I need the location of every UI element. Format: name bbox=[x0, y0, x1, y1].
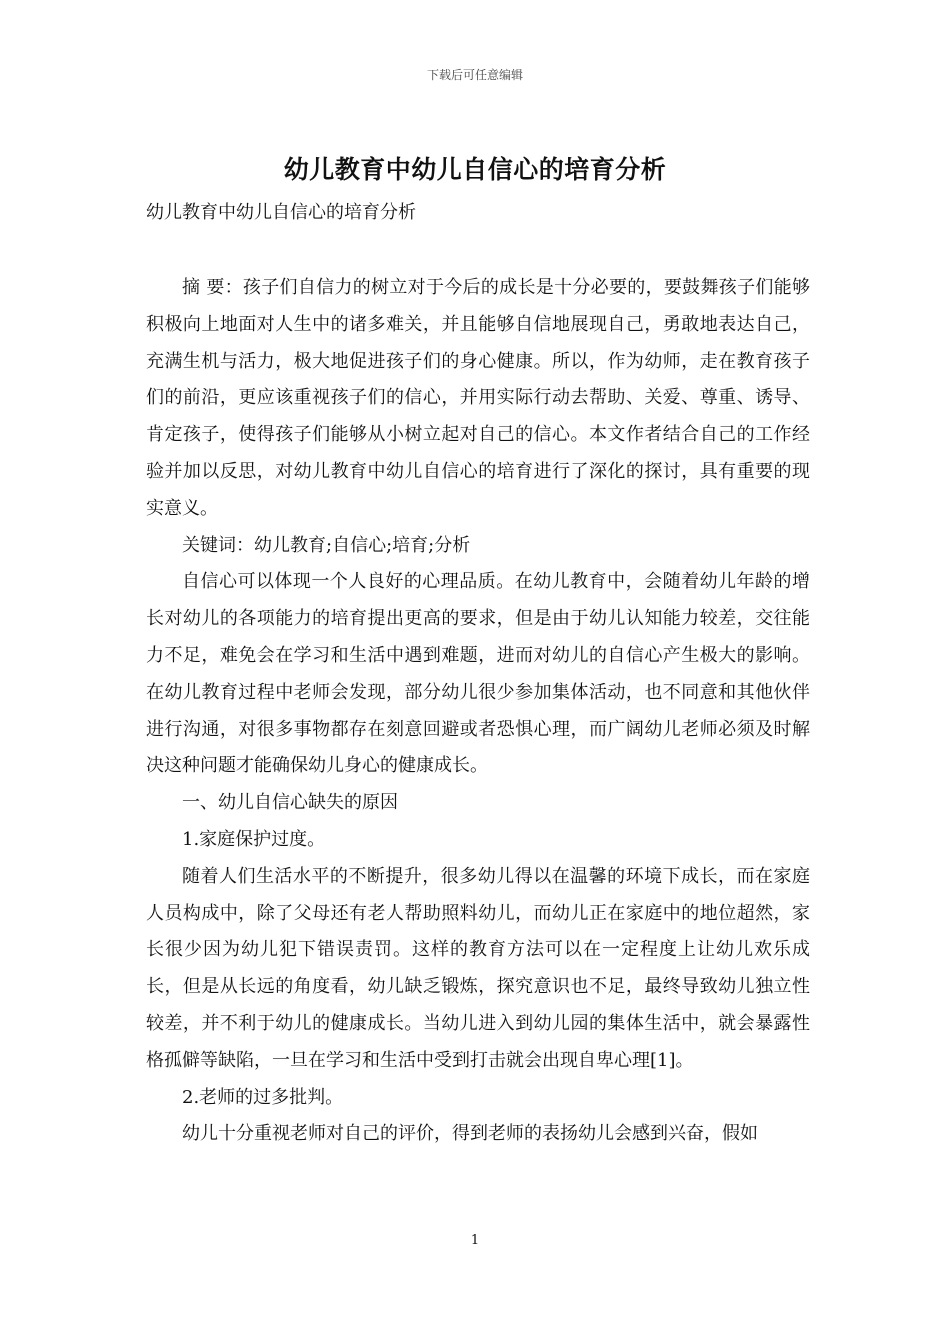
subsection-heading-1: 1.家庭保护过度。 bbox=[182, 828, 326, 850]
body-paragraph: 幼儿十分重视老师对自己的评价，得到老师的表扬幼儿会感到兴奋，假如 bbox=[182, 1123, 758, 1145]
document-title: 幼儿教育中幼儿自信心的培育分析 bbox=[283, 155, 667, 184]
page-number: 1 bbox=[470, 1233, 480, 1248]
keywords-line: 关键词：幼儿教育;自信心;培育;分析 bbox=[182, 534, 471, 556]
document-body bbox=[146, 270, 810, 1153]
header-note: 下载后可任意编辑 bbox=[426, 68, 523, 82]
body-paragraph: 随着人们生活水平的不断提升，很多幼儿得以在温馨的环境下成长，而在家庭人员构成中，除了父母还有老人帮助照料幼儿，而幼儿正在家庭中的地位超然，家长很少因为幼儿犯下错误责罚。这样的教育方法可以在一定程度上让幼儿欢乐成长，但是从长远的角度看，幼儿缺乏锻炼，探究意识也不足，最终导致幼儿独立性较差，并不利于幼儿的健康成长。当幼儿进入到幼儿园的集体生活中，就会暴露性格孤僻等缺陷，一旦在学习和生活中受到打击就会出现自卑心理[1]。 bbox=[146, 865, 810, 1071]
document-subtitle: 幼儿教育中幼儿自信心的培育分析 bbox=[146, 202, 416, 223]
subsection-heading-2: 2.老师的过多批判。 bbox=[182, 1086, 344, 1108]
section-heading-1: 一、幼儿自信心缺失的原因 bbox=[182, 792, 398, 814]
intro-paragraph: 自信心可以体现一个人良好的心理品质。在幼儿教育中，会随着幼儿年龄的增长对幼儿的各项能力的培育提出更高的要求，但是由于幼儿认知能力较差，交往能力不足，难免会在学习和生活中遇到难题，进而对幼儿的自信心产生极大的影响。在幼儿教育过程中老师会发现，部分幼儿很少参加集体活动，也不同意和其他伙伴进行沟通，对很多事物都存在刻意回避或者恐惧心理，而广阔幼儿老师必须及时解决这种问题才能确保幼儿身心的健康成长。 bbox=[146, 571, 810, 777]
abstract-paragraph: 摘 要：孩子们自信力的树立对于今后的成长是十分必要的，要鼓舞孩子们能够积极向上地面对人生中的诸多难关，并且能够自信地展现自己，勇敢地表达自己，充满生机与活力，极大地促进孩子们的身心健康。所以，作为幼师，走在教育孩子们的前沿，更应该重视孩子们的信心，并用实际行动去帮助、关爱、尊重、诱导、肯定孩子，使得孩子们能够从小树立起对自己的信心。本文作者结合自己的工作经验并加以反思，对幼儿教育中幼儿自信心的培育进行了深化的探讨，具有重要的现实意义。 bbox=[146, 277, 810, 519]
